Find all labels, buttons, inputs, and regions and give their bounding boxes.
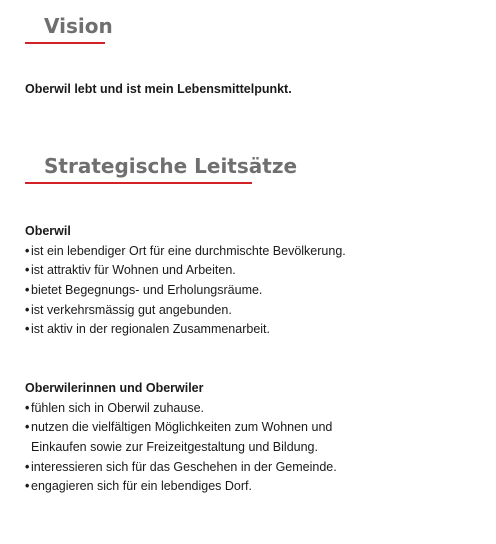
bullet-icon: • xyxy=(25,479,30,494)
leitsaetze-heading-text: Strategische Leitsätze xyxy=(44,154,298,178)
list-item-text: interessieren sich für das Geschehen in der Gemeinde. xyxy=(31,459,337,474)
list-item xyxy=(25,320,346,340)
list-item-text: nutzen die vielfältigen Möglichkeiten zum Wohnen und xyxy=(31,420,333,435)
leitsatz-block-title: Oberwil xyxy=(25,224,71,238)
list-item-text: ist attraktiv für Wohnen und Arbeiten. xyxy=(31,263,236,278)
bullet-icon: • xyxy=(25,243,30,258)
leitsatz-block-oberwil xyxy=(25,222,346,340)
list-item-text: engagieren sich für ein lebendiges Dorf. xyxy=(31,479,252,494)
bullet-icon: • xyxy=(25,459,30,474)
list-item-text: fühlen sich in Oberwil zuhause. xyxy=(31,400,205,415)
list-item-text: ist aktiv in der regionalen Zusammenarbeit. xyxy=(31,322,271,337)
bullet-icon: • xyxy=(25,322,30,337)
list-item-text-continuation: Einkaufen sowie zur Freizeitgestaltung und Bildung. xyxy=(31,439,318,454)
bullet-icon: • xyxy=(25,263,30,278)
list-item-text: bietet Begegnungs- und Erholungsräume. xyxy=(31,282,263,297)
vision-heading-text: Vision xyxy=(44,14,113,38)
list-item xyxy=(25,281,346,301)
list-item xyxy=(25,399,337,419)
bullet-icon: • xyxy=(25,420,30,435)
vision-heading xyxy=(25,14,113,44)
leitsatz-block-title: Oberwilerinnen und Oberwiler xyxy=(25,381,204,395)
bullet-list xyxy=(25,399,337,498)
leitsaetze-heading xyxy=(25,154,297,184)
bullet-icon: • xyxy=(25,282,30,297)
bullet-icon: • xyxy=(25,400,30,415)
bullet-icon: • xyxy=(25,302,30,317)
vision-statement: Oberwil lebt und ist mein Lebensmittelpunkt. xyxy=(25,82,292,96)
list-item-text: ist verkehrsmässig gut angebunden. xyxy=(31,302,232,317)
list-item-text: ist ein lebendiger Ort für eine durchmischte Bevölkerung. xyxy=(31,243,346,258)
leitsaetze-heading-underline xyxy=(25,182,252,184)
list-item xyxy=(25,458,337,478)
list-item xyxy=(25,261,346,281)
list-item xyxy=(25,477,337,497)
leitsatz-block-bewohner xyxy=(25,379,337,497)
list-item xyxy=(25,418,337,457)
bullet-list xyxy=(25,242,346,341)
list-item xyxy=(25,242,346,262)
vision-heading-underline xyxy=(25,42,105,44)
list-item xyxy=(25,301,346,321)
